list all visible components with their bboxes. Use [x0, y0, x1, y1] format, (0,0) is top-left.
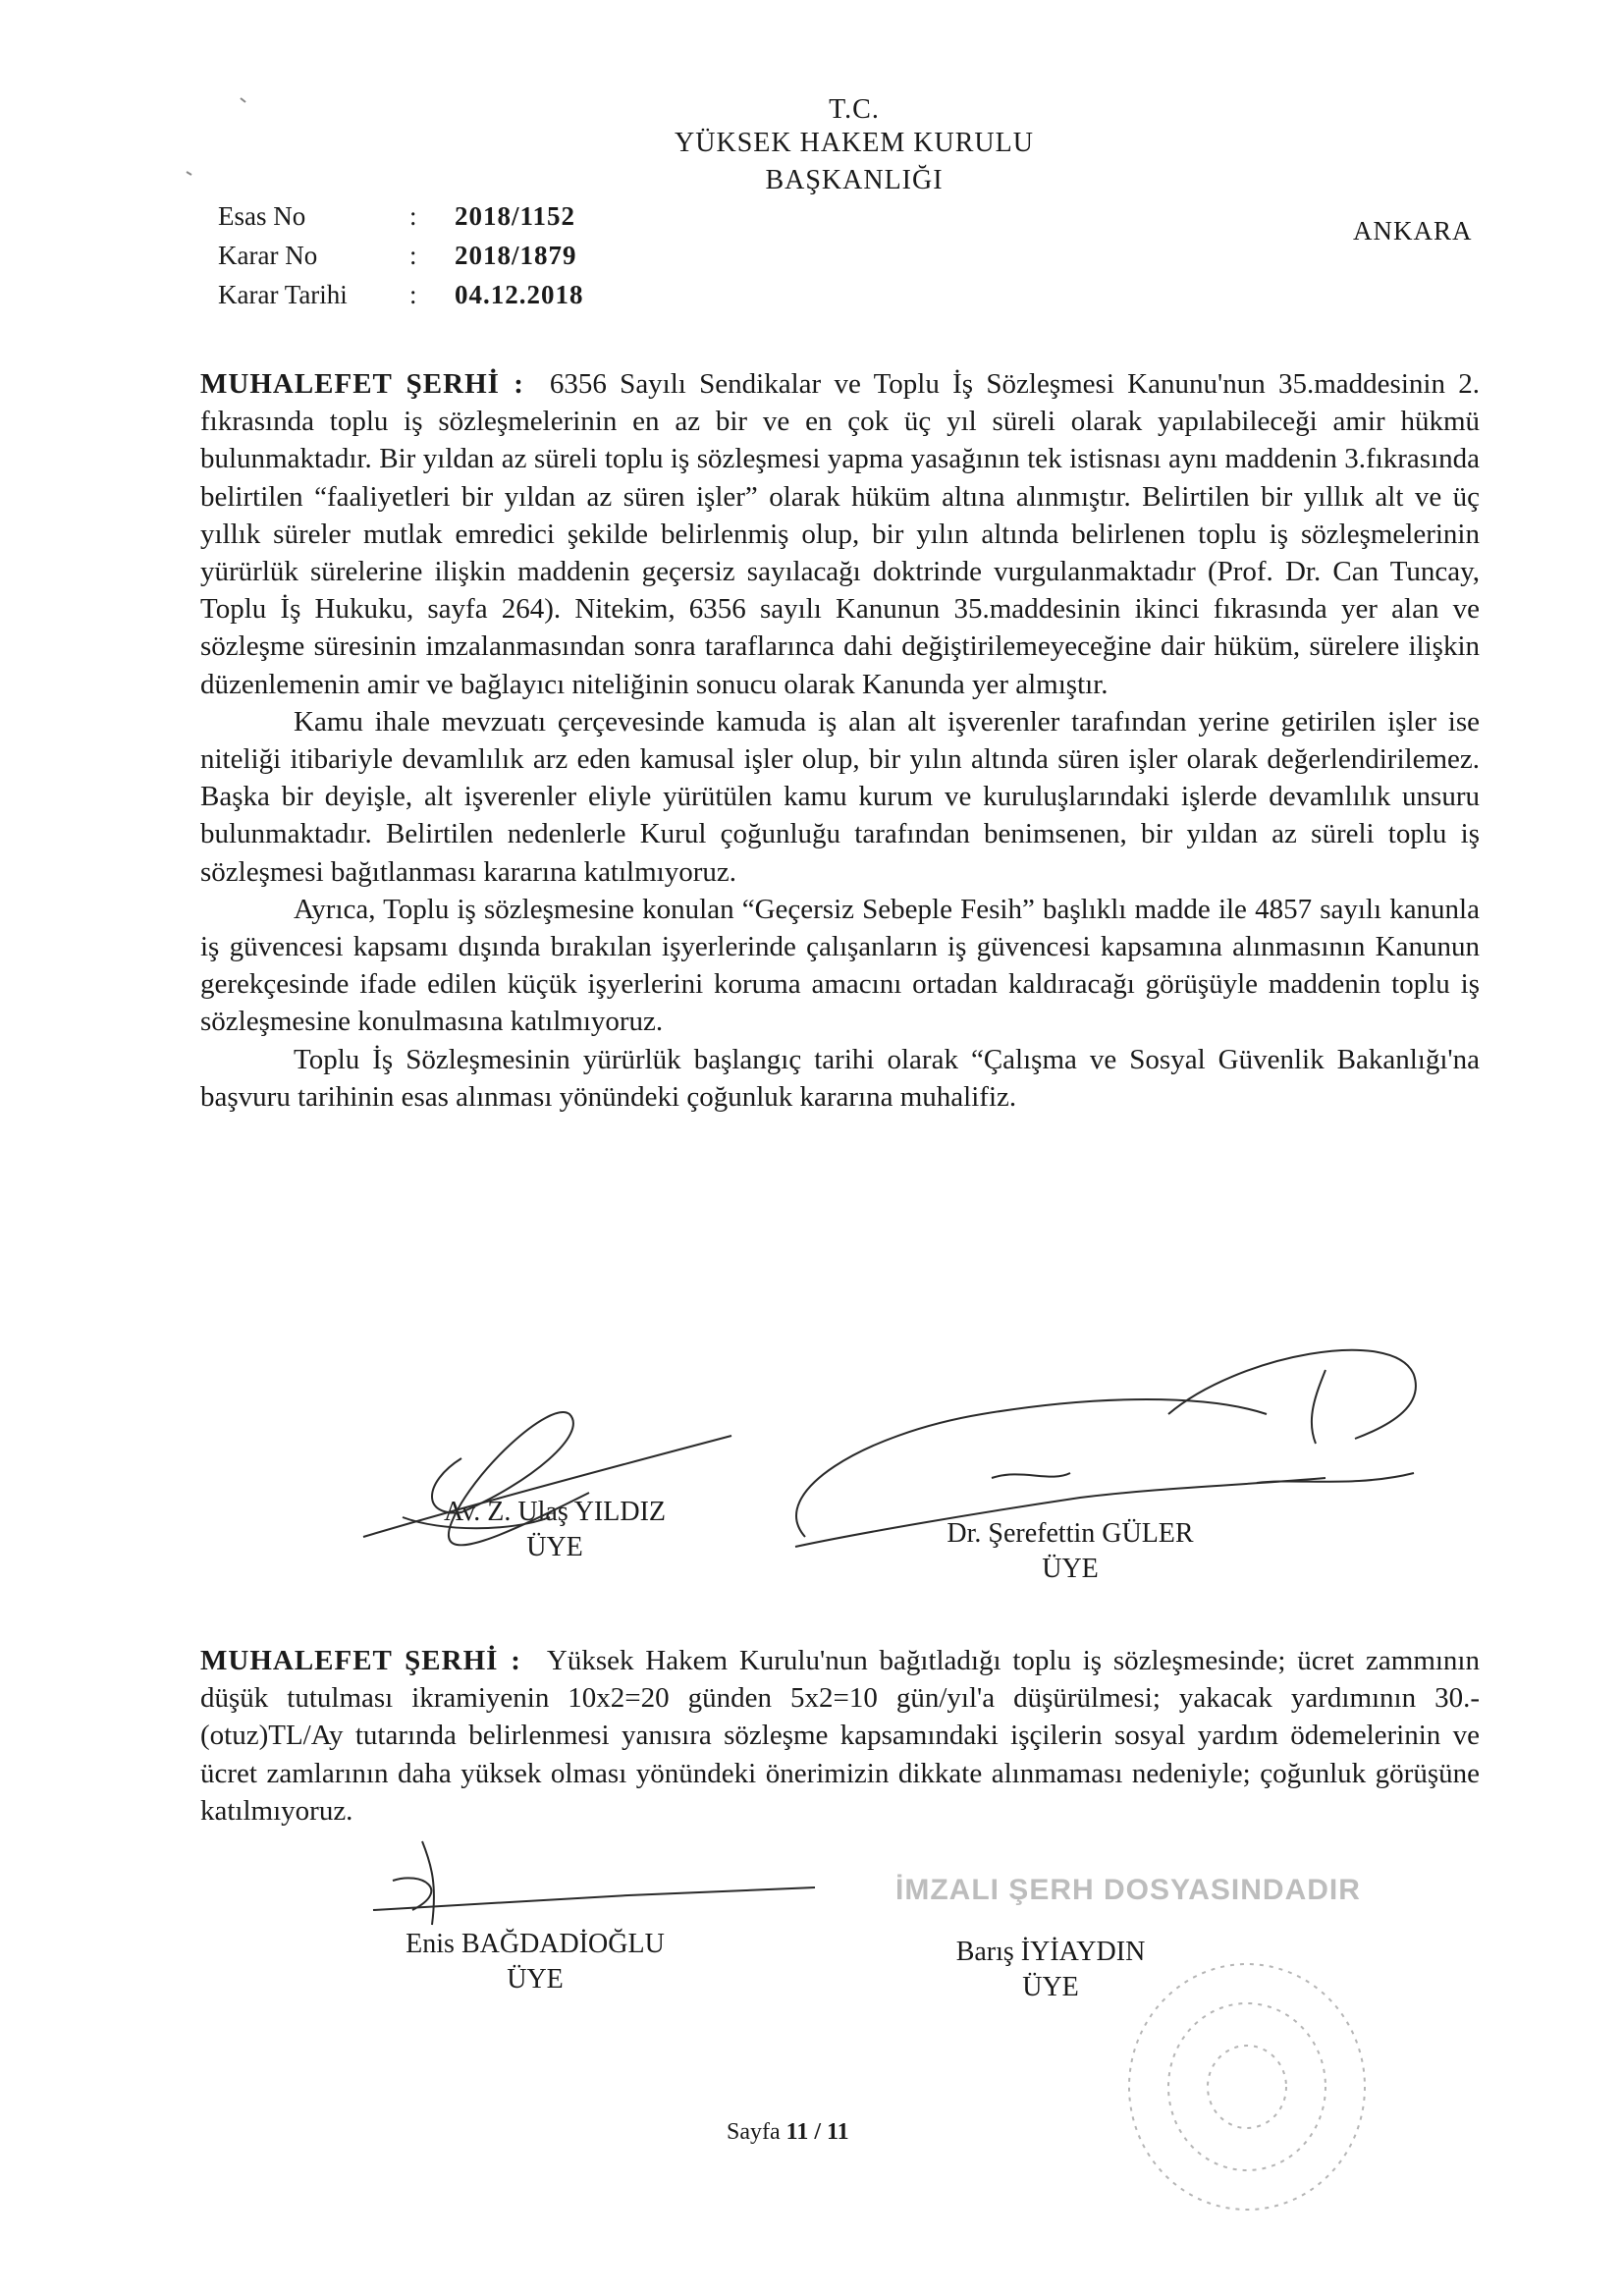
- meta-label: Karar No: [218, 241, 318, 270]
- signatory-role: ÜYE: [507, 1964, 564, 1995]
- header-presidency: BAŞKANLIĞI: [765, 165, 944, 195]
- page-number: Sayfa 11 / 11: [727, 2119, 849, 2145]
- signatory-role: ÜYE: [526, 1532, 583, 1562]
- dissent-1-paragraph-3: Ayrıca, Toplu iş sözleşmesine konulan “Geçersiz Sebeple Fesih” başlıklı madde ile 4857 sayılı kanunla iş güvencesi kapsamı dışında bırakılan işyerlerinde çalışanların iş güvencesi kapsamına alınmasının Kanunun gerekçesinde ifade edilen küçük işyerlerini koruma amacını ortadan kaldıracağı görüşüyle maddenin toplu iş sözleşmesine konulmasına katılmıyoruz.: [200, 893, 1480, 1038]
- signatory-name: Av. Z. Ulaş YILDIZ: [443, 1497, 666, 1527]
- dissent-2-paragraph-1: MUHALEFET ŞERHİ : Yüksek Hakem Kurulu'nun bağıtladığı toplu iş sözleşmesinde; ücret zammının düşük tutulması ikramiyenin 10x2=20 günden 5x2=10 gün/yıl'a düşürülmesi; yakacak yardımının 30.-(otuz)TL/Ay tutarında belirlenmesi yanısıra sözleşme kapsamındaki işçilerin sosyal yardım ödemelerinin ve ücret zamlarının daha yüksek olması yönündeki önerimizin dikkate alınmaması nedeniyle; çoğunluk görüşüne katılmıyoruz.: [200, 1645, 1480, 1827]
- signature-yildiz: [363, 1412, 731, 1545]
- header-institution: YÜKSEK HAKEM KURULU: [675, 128, 1034, 158]
- meta-row-karar: Karar No : 2018/1879: [218, 236, 584, 275]
- header-tc: T.C.: [829, 94, 880, 125]
- meta-value: 2018/1879: [455, 241, 577, 270]
- meta-value: 2018/1152: [455, 201, 576, 231]
- signature-bagdadioglu: [373, 1841, 815, 1925]
- signatory-name: Dr. Şerefettin GÜLER: [947, 1518, 1194, 1549]
- dissent-2-title: MUHALEFET ŞERHİ :: [200, 1645, 521, 1676]
- meta-label: Esas No: [218, 201, 306, 231]
- signatory-role: ÜYE: [1042, 1554, 1099, 1584]
- meta-row-tarih: Karar Tarihi : 04.12.2018: [218, 275, 584, 314]
- signatory-role: ÜYE: [1022, 1972, 1079, 2002]
- meta-label: Karar Tarihi: [218, 280, 348, 309]
- meta-row-esas: Esas No : 2018/1152: [218, 196, 584, 236]
- signatory-name: Enis BAĞDADİOĞLU: [406, 1929, 665, 1959]
- scan-marks: [187, 98, 245, 175]
- signed-dissent-on-file-stamp: İMZALI ŞERH DOSYASINDADIR: [895, 1874, 1361, 1906]
- city-label: ANKARA: [1353, 216, 1473, 246]
- dissent-1-paragraph-2: Kamu ihale mevzuatı çerçevesinde kamuda iş alan alt işverenler tarafından yerine getirilen işler ise niteliği itibariyle devamlılık arz eden kamusal işler olup, bir yılın altında süren işler olarak değerlendirilemez. Başka bir deyişle, alt işverenler eliyle yürütülen kamu kurum ve kuruluşlarındaki işlerde devamlılık unsuru bulunmaktadır. Belirtilen nedenlerle Kurul çoğunluğu tarafından benimsenen, bir yıldan az süreli toplu iş sözleşmesi bağıtlanması kararına katılmıyoruz.: [200, 705, 1480, 888]
- dissent-1-title: MUHALEFET ŞERHİ :: [200, 368, 524, 400]
- signature-guler: [795, 1350, 1416, 1547]
- dissent-1-paragraph-1: MUHALEFET ŞERHİ : 6356 Sayılı Sendikalar ve Toplu İş Sözleşmesi Kanunu'nun 35.maddesinin 2. fıkrasında toplu iş sözleşmelerinin en az bir ve en çok üç yıl süreli olarak yapılabileceği amir hükmü bulunmaktadır. Bir yıldan az süreli toplu iş sözleşmesi yapma yasağının tek istisnası aynı maddenin 3.fıkrasında belirtilen “faaliyetleri bir yıldan az süren işler” olarak hüküm altına alınmıştır. Belirtilen bir yıllık alt ve üç yıllık süreler mutlak emredici şekilde belirlenmiş olup, bir yılın altında belirlenen toplu iş sözleşmelerinin yürürlük sürelerine ilişkin maddenin geçersiz sayılacağı doktrinde vurgulanmaktadır (Prof. Dr. Can Tuncay, Toplu İş Hukuku, sayfa 264). Nitekim, 6356 sayılı Kanunun 35.maddesinin ikinci fıkrasında yer alan ve sözleşme süresinin imzalanmasından sonra taraflarınca dahi değiştirilemeyeceğine dair hüküm, sürelere ilişkin düzenlemenin amir ve bağlayıcı niteliğinin sonucu olarak Kanunda yer almıştır.: [200, 368, 1480, 700]
- dissent-1-paragraph-4: Toplu İş Sözleşmesinin yürürlük başlangıç tarihi olarak “Çalışma ve Sosyal Güvenlik Bakanlığı'na başvuru tarihinin esas alınması yönündeki çoğunluk kararına muhalifiz.: [200, 1043, 1480, 1113]
- official-seal: [1129, 1964, 1365, 2210]
- meta-value: 04.12.2018: [455, 280, 584, 309]
- signatory-name: Barış İYİAYDIN: [955, 1937, 1146, 1967]
